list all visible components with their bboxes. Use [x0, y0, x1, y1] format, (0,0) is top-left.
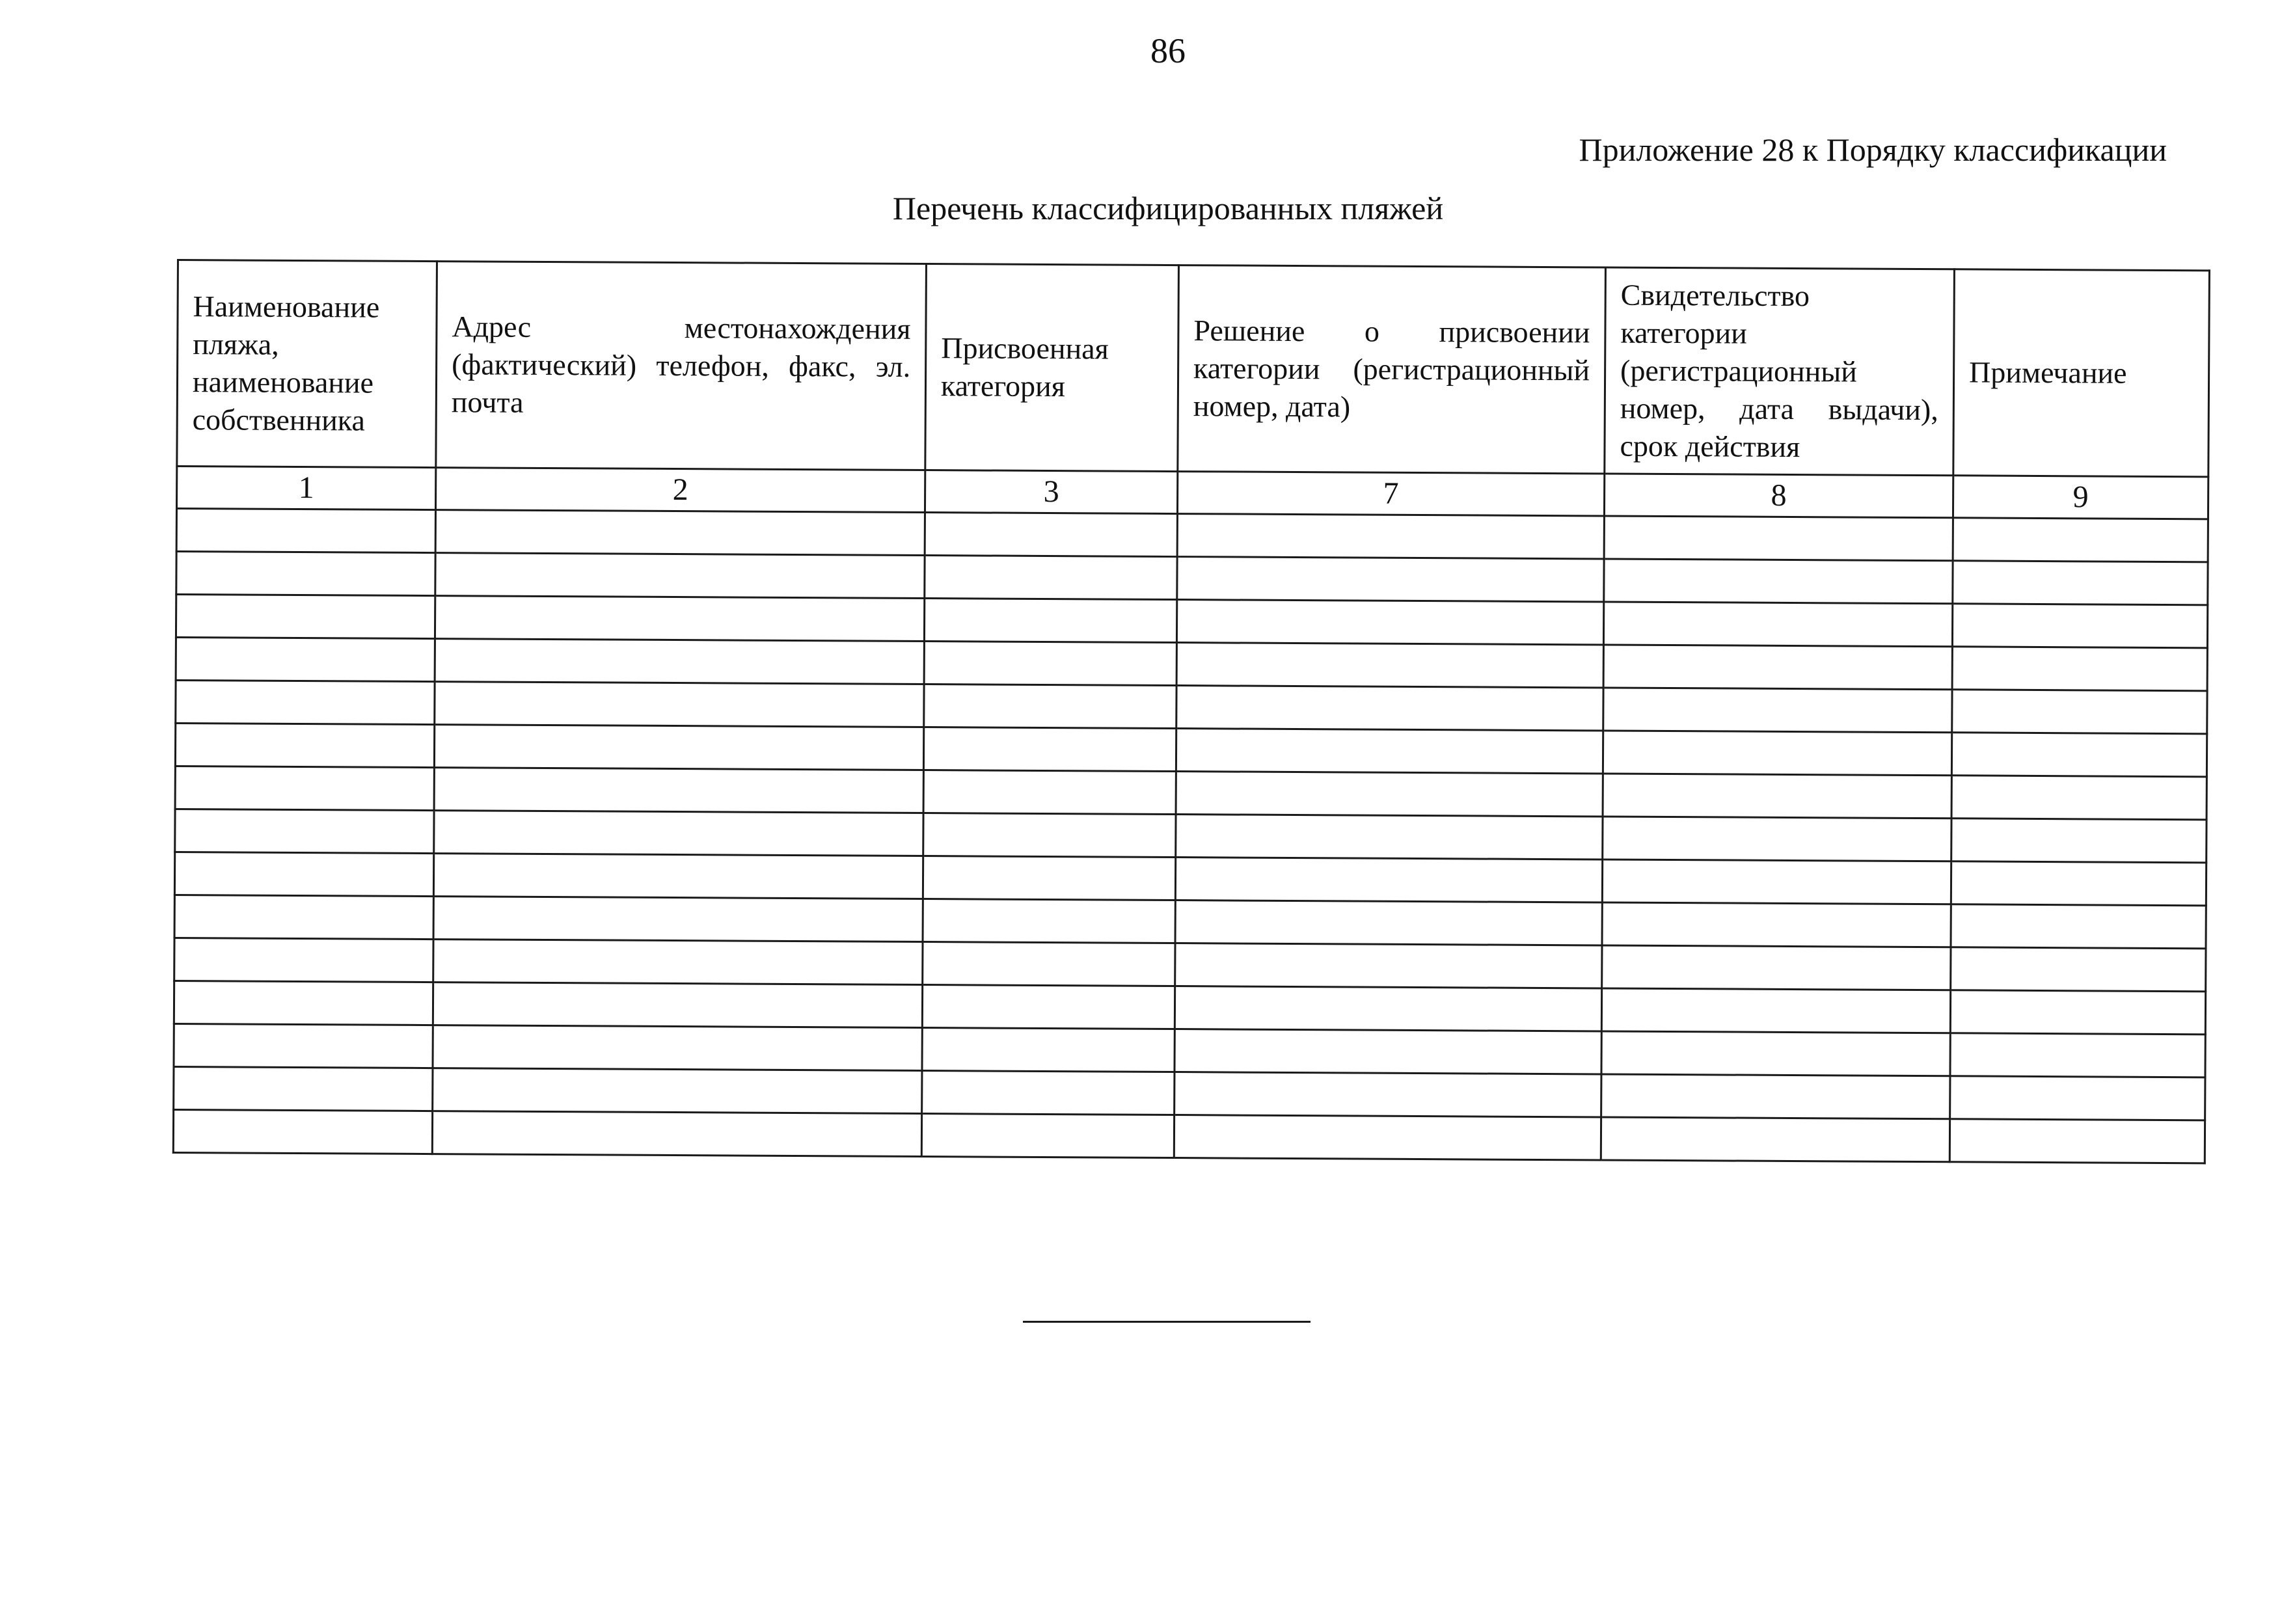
table-cell [923, 770, 1176, 815]
table-cell [1603, 602, 1952, 647]
column-number: 9 [1953, 476, 2208, 519]
header-beach-name: Наименование пляжа, наименование собственника [177, 260, 437, 468]
table-cell [1175, 1029, 1601, 1074]
table-cell [175, 809, 434, 853]
table-cell [1601, 1074, 1950, 1119]
document-title: Перечень классифицированных пляжей [892, 190, 1444, 226]
table-cell [923, 856, 1175, 900]
table-cell [433, 982, 922, 1028]
column-number: 8 [1604, 474, 1953, 518]
table-cell [924, 599, 1176, 643]
table-cell [175, 766, 434, 810]
table-cell [435, 639, 924, 684]
table-cell [921, 1114, 1174, 1158]
table-cell [1950, 1076, 2205, 1120]
header-category-certificate: Свидетельство категории (регистрационный номер, дата выдачи), срок действия [1605, 267, 1955, 476]
beaches-list-table [172, 259, 2210, 1164]
table-cell [1175, 858, 1602, 902]
table-cell [1175, 986, 1601, 1031]
table-cell [175, 723, 434, 767]
column-number: 1 [176, 467, 435, 510]
table-cell [1602, 902, 1951, 947]
table-cell [174, 938, 433, 982]
column-number: 2 [435, 468, 925, 513]
table-cell [1176, 815, 1603, 859]
table-cell [1176, 643, 1603, 688]
table-cell [923, 813, 1176, 858]
table-cell [433, 1068, 922, 1114]
table-cell [1604, 559, 1953, 604]
table-cell [434, 725, 923, 770]
table-cell [1175, 900, 1602, 945]
table-cell [435, 553, 925, 599]
table-cell [1176, 600, 1603, 645]
table-cell [1176, 772, 1603, 817]
table-cell [1951, 733, 2207, 777]
header-note: Примечание [1953, 269, 2210, 477]
table-cell [434, 768, 923, 813]
table-cell [1603, 817, 1951, 861]
table-cell [925, 513, 1177, 557]
table-cell [924, 642, 1176, 686]
table-cell [1177, 514, 1604, 559]
table-cell [1603, 688, 1952, 733]
header-assigned-category: Присвоенная категория [925, 264, 1179, 472]
table-cell [1602, 859, 1951, 904]
table-cell [1952, 690, 2207, 734]
table-cell [176, 509, 435, 553]
column-number: 7 [1177, 472, 1604, 516]
table-cell [174, 1066, 433, 1111]
table-cell [174, 981, 433, 1025]
table-cell [434, 811, 923, 856]
table-cell [1604, 516, 1953, 561]
table-cell [433, 897, 923, 942]
table-cell [1603, 731, 1951, 776]
table-cell [435, 682, 924, 727]
table-cell [174, 895, 433, 939]
table-cell [435, 596, 924, 642]
table-cell [1949, 1119, 2205, 1163]
bottom-divider-line [1023, 1321, 1311, 1323]
table-cell [176, 637, 435, 681]
table-cell [1951, 776, 2207, 820]
table-cell [1951, 947, 2206, 992]
table-cell [1950, 990, 2205, 1035]
header-row [177, 260, 2210, 477]
table-cell [924, 684, 1176, 729]
table-cell [433, 854, 923, 899]
table-cell [435, 510, 925, 556]
page-number: 86 [1150, 31, 1186, 70]
table-cell [1176, 686, 1603, 731]
table-cell [433, 940, 923, 985]
table-cell [176, 595, 435, 639]
table-cell [1951, 819, 2207, 863]
table-cell [1176, 729, 1603, 774]
table-cell [925, 556, 1177, 600]
appendix-note: Приложение 28 к Порядку классификации [1579, 131, 2167, 168]
table-cell [923, 899, 1175, 943]
table-cell [922, 1071, 1175, 1115]
table-cell [176, 552, 435, 596]
table-cell [174, 1023, 433, 1068]
table-cell [1601, 988, 1950, 1033]
table-cell [432, 1111, 921, 1157]
table-cell [1953, 518, 2208, 562]
table-cell [923, 942, 1175, 986]
table-cell [922, 1028, 1175, 1072]
table-cell [433, 1025, 922, 1071]
table-cell [1603, 645, 1952, 690]
table-cell [1175, 943, 1602, 988]
table-cell [1952, 604, 2207, 648]
table-cell [1953, 561, 2208, 605]
table-cell [1952, 647, 2207, 691]
table-cell [1601, 1031, 1950, 1076]
table-cell [1603, 774, 1951, 819]
table-cell [1601, 1117, 1949, 1162]
table-cell [174, 852, 433, 896]
table-cell [1602, 945, 1951, 990]
table-cell [173, 1109, 432, 1154]
table-cell [176, 680, 435, 724]
table-cell [922, 985, 1175, 1029]
column-number: 3 [925, 470, 1177, 514]
header-address: Адрес местонахождения (фактический) телефон, факс, эл. почта [436, 262, 927, 470]
table-cell [1177, 557, 1604, 602]
table-cell [1950, 1033, 2205, 1077]
header-category-decision: Решение о присвоении категории (регистрационный номер, дата) [1178, 265, 1606, 474]
table-cell [1175, 1072, 1601, 1117]
table-cell [1951, 861, 2206, 906]
table-cell [1174, 1115, 1601, 1160]
table-cell [923, 727, 1176, 772]
table-cell [1951, 904, 2206, 949]
